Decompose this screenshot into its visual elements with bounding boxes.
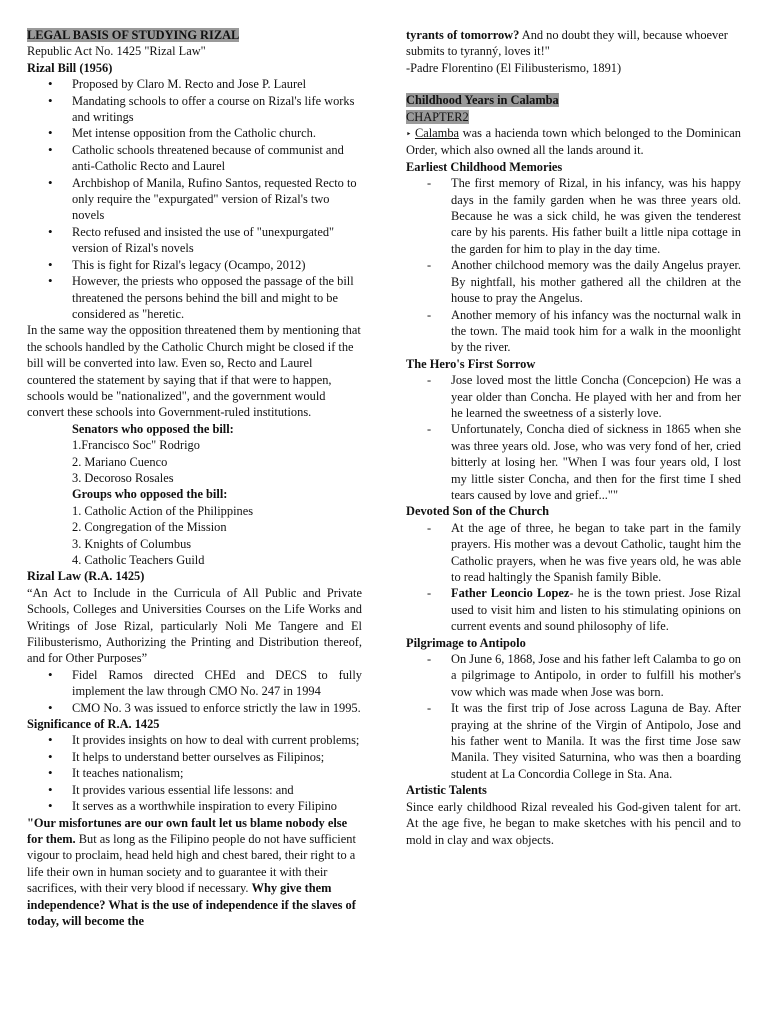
rizal-law-heading: Rizal Law (R.A. 1425): [27, 569, 145, 584]
list-item: • It provides insights on how to deal with current problems;: [27, 732, 362, 748]
rizal-bill-heading: Rizal Bill (1956): [27, 60, 113, 75]
spacer: [406, 76, 741, 92]
devoted-heading: Devoted Son of the Church: [406, 504, 549, 519]
list-item: • It helps to understand better ourselves as Filipinos;: [27, 749, 362, 765]
memories-list: [406, 175, 741, 355]
group-item: 2. Congregation of the Mission: [72, 520, 227, 535]
senators-heading: Senators who opposed the bill:: [72, 421, 234, 436]
republic-act-line: Republic Act No. 1425 "Rizal Law": [27, 44, 206, 59]
senator-item: 3. Decoroso Rosales: [72, 470, 174, 485]
list-item: • Mandating schools to offer a course on Rizal's life works and writings: [27, 93, 362, 126]
section-heading-legal-basis: LEGAL BASIS OF STUDYING RIZAL: [27, 28, 240, 42]
quote-source: -Padre Florentino (El Filibusterismo, 1891): [406, 60, 622, 75]
list-item: - On June 6, 1868, Jose and his father left Calamba to go on a pilgrimage to Antipolo, in order to fulfill his mother's vow which was made when Jose was born.: [406, 651, 741, 700]
rizal-bill-list: [27, 76, 362, 322]
group-item: 3. Knights of Columbus: [72, 536, 192, 551]
artistic-paragraph: Since early childhood Rizal revealed his God-given talent for art. At the age five, he began to make sketches with his pencil and to mold in clay and wax objects.: [406, 799, 741, 847]
list-item: - Father Leoncio Lopez- he is the town priest. Jose Rizal used to visit him and listen to his stimulating opinions on current events and sound philosophy of life.: [406, 585, 741, 634]
group-item: 1. Catholic Action of the Philippines: [72, 503, 254, 518]
list-item: • However, the priests who opposed the passage of the bill threatened the persons behind the bill and might to be considered as "heretic.: [27, 273, 362, 322]
sorrow-heading: The Hero's First Sorrow: [406, 356, 536, 371]
rizal-law-title-quote: “An Act to Include in the Curricula of All Public and Private Schools, Colleges and Universities Courses on the Life Works and Writings of Jose Rizal, particularly Noli Me Tangere and El Filibusterismo, Authorizing the Printing and Distribution thereof, and for Other Purposes”: [27, 585, 362, 666]
memories-heading: Earliest Childhood Memories: [406, 159, 563, 174]
senator-item: 1.Francisco Soc" Rodrigo: [72, 438, 200, 453]
significance-heading: Significance of R.A. 1425: [27, 717, 160, 732]
list-item: • Met intense opposition from the Catholic church.: [27, 125, 362, 141]
significance-list: [27, 732, 362, 814]
right-column: [406, 27, 741, 848]
sorrow-list: [406, 372, 741, 503]
chapter-label: CHAPTER2: [406, 109, 469, 124]
rizal-law-list: [27, 667, 362, 716]
list-item: - Another memory of his infancy was the nocturnal walk in the town. The maid took him for a walk in the moonlight by the river.: [406, 307, 741, 356]
list-item: • Catholic schools threatened because of communist and anti-Catholic Recto and Laurel: [27, 142, 362, 175]
chapter-title: Childhood Years in Calamba: [406, 93, 559, 108]
list-item: - Jose loved most the little Concha (Concepcion) He was a year older than Concha. He played with her and from her he learned the sweetness of a sisterly love.: [406, 372, 741, 421]
list-item: • It serves as a worthwhile inspiration to every Filipino: [27, 798, 362, 814]
list-item: • This is fight for Rizal's legacy (Ocampo, 2012): [27, 257, 362, 273]
list-item: • Proposed by Claro M. Recto and Jose P. Laurel: [27, 76, 362, 92]
groups-heading: Groups who opposed the bill:: [72, 487, 228, 502]
rizal-quote-paragraph: "Our misfortunes are our own fault let us blame nobody else for them. But as long as the Filipino people do not have sufficient vigour to proclaim, head held high and chest bared, their right to a life their own in human society and to guarantee it with their sacrifices, with their very blood if necessary. Why give them independence? What is the use of independence if the slaves of today, will become the: [27, 815, 356, 928]
left-column: [27, 27, 362, 929]
calamba-paragraph: ‣ Calamba was a hacienda town which belonged to the Dominican Order, which also owned all the lands around it.: [406, 126, 741, 158]
group-item: 4. Catholic Teachers Guild: [72, 553, 205, 567]
devoted-list: [406, 520, 741, 635]
list-item: - It was the first trip of Jose across Laguna de Bay. After praying at the shrine of the Virgin of Antipolo, Jose and his father went to Manila. It was the first time Jose saw Manila. They visited Saturnina, who was then a boarding student at La Concordia College in Sta. Ana.: [406, 700, 741, 782]
list-item: • CMO No. 3 was issued to enforce strictly the law in 1995.: [27, 700, 362, 716]
senator-item: 2. Mariano Cuenco: [72, 454, 168, 469]
list-item: • Fidel Ramos directed CHEd and DECS to fully implement the law through CMO No. 247 in 1994: [27, 667, 362, 700]
artistic-heading: Artistic Talents: [406, 783, 487, 798]
list-item: • Archbishop of Manila, Rufino Santos, requested Recto to only require the "expurgated" version of Rizal's two novels: [27, 175, 362, 224]
list-item: - The first memory of Rizal, in his infancy, was his happy days in the family garden when he was three years old. Because he was a sick child, he was given the tenderest care by his parents. His father built a little nipa cottage in the garden for him to play in the day time.: [406, 175, 741, 257]
list-item: • Recto refused and insisted the use of "unexpurgated" version of Rizal's novels: [27, 224, 362, 257]
list-item: - At the age of three, he began to take part in the family prayers. His mother was a devout Catholic, taught him the Catholic prayers, when he was five years old, he was able to read haltingly the Spanish family Bible.: [406, 520, 741, 586]
list-item: • It teaches nationalism;: [27, 765, 362, 781]
opposition-paragraph: In the same way the opposition threatened them by mentioning that the schools handled by the Catholic Church might be closed if the bill will be converted into law. Even so, Recto and Laurel countered the statement by saying that if that were to happen, schools would be "nationalized", and the government would convert these schools into Government-ruled institutions.: [27, 323, 361, 420]
list-item: - Unfortunately, Concha died of sickness in 1865 when she was three years old. Jose, who was very fond of her, cried bitterly at losing her. "When I was four years old, I lost my little sister Concha, and then for the first time I shed tears caused by love and grief..."": [406, 421, 741, 503]
rizal-quote-continuation: tyrants of tomorrow? And no doubt they will, because whoever submits to tyranný, loves it!": [406, 28, 728, 59]
pilgrimage-list: [406, 651, 741, 782]
pilgrimage-heading: Pilgrimage to Antipolo: [406, 635, 526, 650]
arrow-bullet-icon: ‣: [406, 129, 412, 140]
list-item: • It provides various essential life lessons: and: [27, 782, 362, 798]
list-item: - Another chilchood memory was the daily Angelus prayer. By nightfall, his mother gathered all the children at the house to pray the Angelus.: [406, 257, 741, 306]
